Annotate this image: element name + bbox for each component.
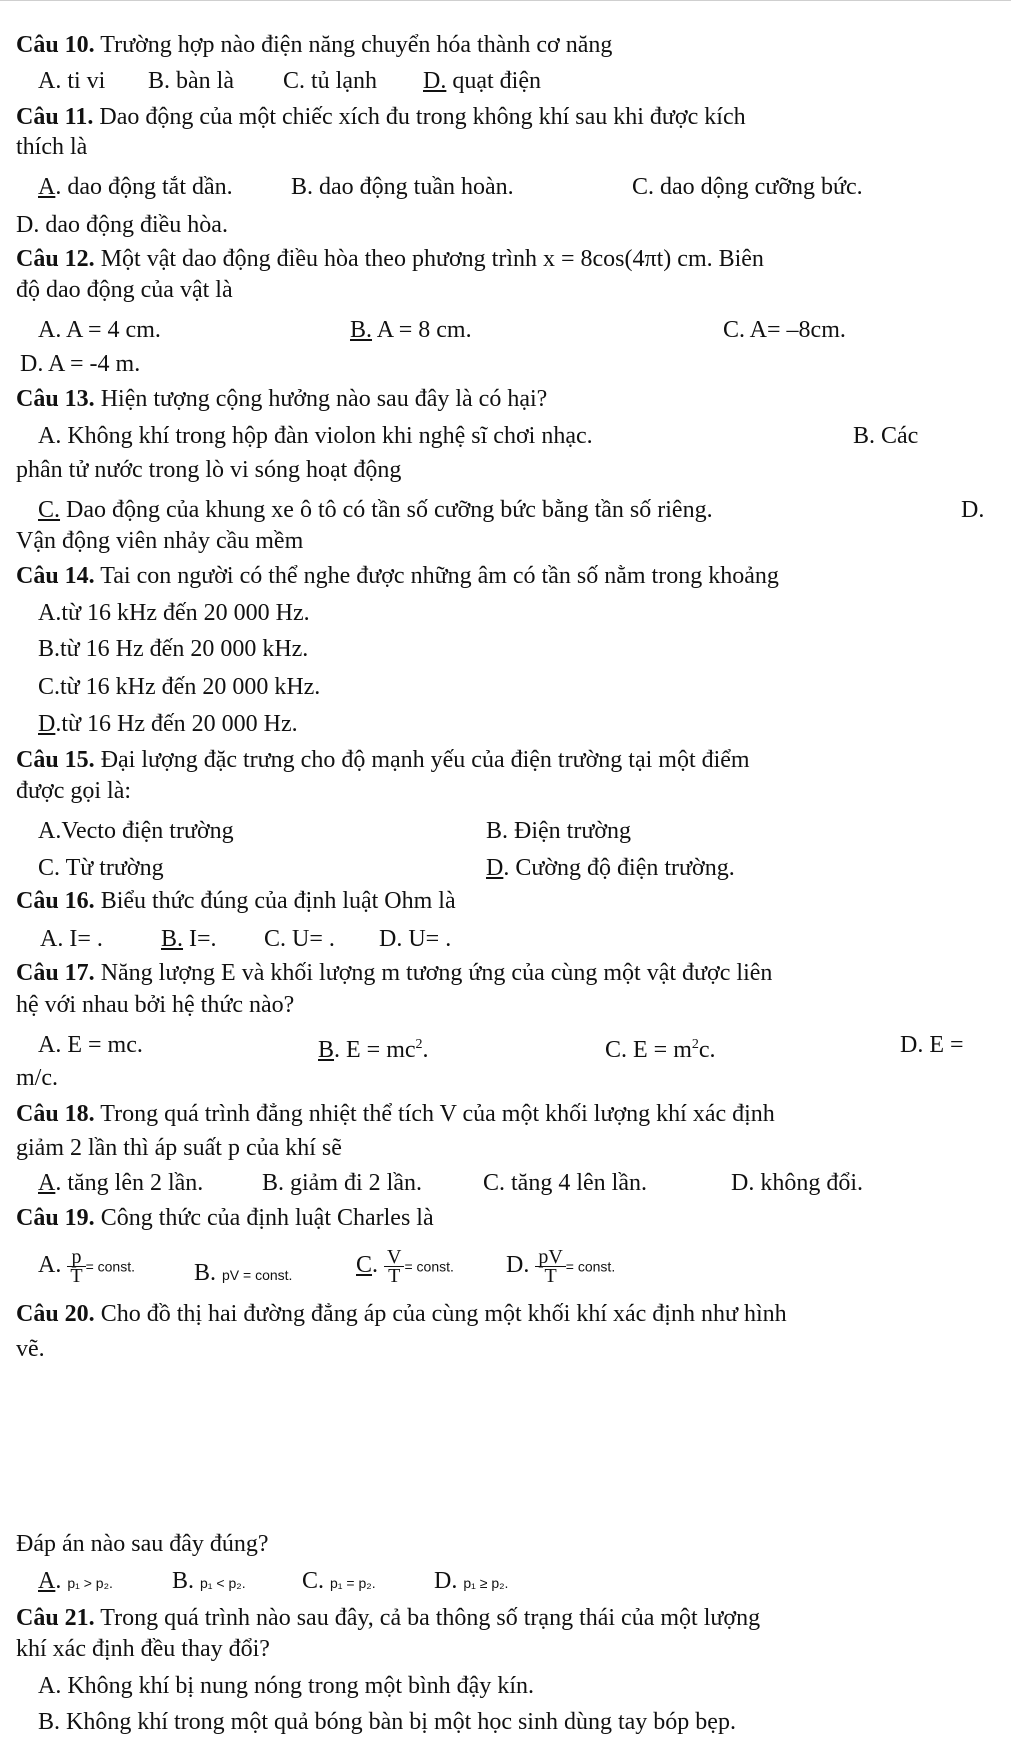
q21-stem-cont: khí xác định đều thay đổi?	[16, 1636, 270, 1662]
q11-title: Câu 11.	[16, 104, 94, 130]
q11-option-b: B. dao động tuần hoàn.	[291, 174, 514, 200]
q15-option-b: B. Điện trường	[486, 818, 632, 844]
q13-stem: Câu 13. Hiện tượng cộng hưởng nào sau đây là có hại?	[16, 386, 548, 412]
q12-title: Câu 12.	[16, 246, 95, 272]
q15-option-d: D. Cường độ điện trường.	[486, 855, 735, 881]
q11-stem-cont: thích là	[16, 134, 88, 160]
q12-stem-cont: độ dao động của vật là	[16, 277, 233, 303]
q16-option-b: B. I=.	[161, 926, 217, 952]
q17-option-c: C. $E = m^2c$.	[605, 1037, 716, 1063]
q14-title: Câu 14.	[16, 563, 95, 589]
q12-option-c: C. A= –8cm.	[723, 317, 846, 343]
q20-stem-cont: vẽ.	[16, 1336, 45, 1362]
q20-option-a: A. p₁ > p₂.	[38, 1568, 113, 1594]
q13-option-d-cont: Vận động viên nhảy cầu mềm	[16, 528, 304, 554]
q19-title: Câu 19.	[16, 1205, 95, 1231]
q18-option-c: C. tăng 4 lên lần.	[483, 1170, 647, 1196]
top-divider	[0, 0, 1011, 1]
q16-option-c: C. U= .	[264, 926, 335, 952]
q11-option-c: C. dao dộng cưỡng bức.	[632, 174, 863, 200]
q14-stem: Câu 14. Tai con người có thể nghe được những âm có tần số nằm trong khoảng	[16, 563, 779, 589]
q12-option-a: A. A = 4 cm.	[38, 317, 161, 343]
q15-title: Câu 15.	[16, 747, 95, 773]
q13-option-b: B. Các	[853, 423, 919, 449]
q18-option-a: A. tăng lên 2 lần.	[38, 1170, 204, 1196]
q13-title: Câu 13.	[16, 386, 95, 412]
q10-stem: Câu 10. Trường hợp nào điện năng chuyển hóa thành cơ năng	[16, 32, 613, 58]
q18-title: Câu 18.	[16, 1101, 95, 1127]
q10-option-a: A. ti vi	[38, 68, 106, 94]
q15-option-c: C. Từ trường	[38, 855, 164, 881]
q17-option-d: D. E =	[900, 1032, 964, 1058]
q11-option-d: D. dao động điều hòa.	[16, 212, 228, 238]
q13-option-c: C. Dao động của khung xe ô tô có tần số cưỡng bức bằng tần số riêng.	[38, 497, 713, 523]
q10-option-b: B. bàn là	[148, 68, 234, 94]
q19-d-fraction: $\frac{pV}{T}$	[535, 1248, 565, 1285]
q17-option-d-cont: m/c.	[16, 1065, 58, 1091]
q16-option-a: A. I= .	[40, 926, 103, 952]
q16-stem: Câu 16. Biểu thức đúng của định luật Ohm là	[16, 888, 456, 914]
q13-option-a: A. Không khí trong hộp đàn violon khi nghệ sĩ chơi nhạc.	[38, 423, 593, 449]
q21-option-b: B. Không khí trong một quả bóng bàn bị một học sinh dùng tay bóp bẹp.	[38, 1709, 736, 1735]
q13-option-b-cont: phân tử nước trong lò vi sóng hoạt động	[16, 457, 402, 483]
q18-option-d: D. không đổi.	[731, 1170, 863, 1196]
q18-stem-cont: giảm 2 lần thì áp suất p của khí sẽ	[16, 1135, 342, 1161]
q12-stem: Câu 12. Một vật dao động điều hòa theo phương trình x = 8cos(4πt) cm. Biên	[16, 246, 764, 272]
q17-option-a: A. E = mc.	[38, 1032, 143, 1058]
q19-c-fraction: $\frac{V}{T}$	[384, 1248, 404, 1285]
q19-a-fraction: $\frac{p}{T}$	[67, 1248, 85, 1285]
q21-title: Câu 21.	[16, 1605, 95, 1631]
q21-option-a: A. Không khí bị nung nóng trong một bình đậy kín.	[38, 1673, 534, 1699]
q11-option-a: A. dao động tắt dần.	[38, 174, 233, 200]
q21-stem: Câu 21. Trong quá trình nào sau đây, cả ba thông số trạng thái của một lượng	[16, 1605, 761, 1631]
q20-option-c: C. p₁ = p₂.	[302, 1568, 376, 1594]
q15-stem-cont: được gọi là:	[16, 778, 132, 804]
q12-option-d: D. A = -4 m.	[20, 351, 141, 377]
q14-option-a: A.từ 16 kHz đến 20 000 Hz.	[38, 600, 310, 626]
q20-title: Câu 20.	[16, 1301, 95, 1327]
q15-option-a: A.Vecto điện trường	[38, 818, 234, 844]
q18-stem: Câu 18. Trong quá trình đẳng nhiệt thể tích V của một khối lượng khí xác định	[16, 1101, 775, 1127]
q19-option-c: C. $\frac{V}{T}$ = const.	[356, 1246, 454, 1287]
q16-title: Câu 16.	[16, 888, 95, 914]
q12-option-b: B. A = 8 cm.	[350, 317, 472, 343]
q17-option-b: B. $E = mc^2$.	[318, 1037, 429, 1063]
q13-option-d: D.	[961, 497, 985, 523]
q20-option-b: B. p₁ < p₂.	[172, 1568, 246, 1594]
q20-option-d: D. p₁ ≥ p₂.	[434, 1568, 509, 1594]
q19-option-a: A. $\frac{p}{T}$ = const.	[38, 1246, 135, 1287]
q10-option-d: D. quạt điện	[423, 68, 541, 94]
q15-stem: Câu 15. Đại lượng đặc trưng cho độ mạnh yếu của điện trường tại một điểm	[16, 747, 750, 773]
q17-stem-cont: hệ với nhau bởi hệ thức nào?	[16, 992, 295, 1018]
q19-stem: Câu 19. Công thức của định luật Charles là	[16, 1205, 434, 1231]
q19-option-d: D. $\frac{pV}{T}$ = const.	[506, 1246, 616, 1287]
q14-option-d: D.từ 16 Hz đến 20 000 Hz.	[38, 711, 298, 737]
q20-question: Đáp án nào sau đây đúng?	[16, 1531, 269, 1557]
q17-title: Câu 17.	[16, 960, 95, 986]
q14-option-c: C.từ 16 kHz đến 20 000 kHz.	[38, 674, 321, 700]
q16-option-d: D. U= .	[379, 926, 452, 952]
q11-stem: Câu 11. Dao động của một chiếc xích đu trong không khí sau khi được kích	[16, 104, 746, 130]
q14-option-b: B.từ 16 Hz đến 20 000 kHz.	[38, 636, 309, 662]
q17-stem: Câu 17. Năng lượng E và khối lượng m tương ứng của cùng một vật được liên	[16, 960, 773, 986]
q19-option-b: B. pV = const.	[194, 1260, 293, 1286]
q10-title: Câu 10.	[16, 32, 95, 58]
q10-option-c: C. tủ lạnh	[283, 68, 377, 94]
q18-option-b: B. giảm đi 2 lần.	[262, 1170, 422, 1196]
q20-stem: Câu 20. Cho đồ thị hai đường đẳng áp của cùng một khối khí xác định như hình	[16, 1301, 787, 1327]
